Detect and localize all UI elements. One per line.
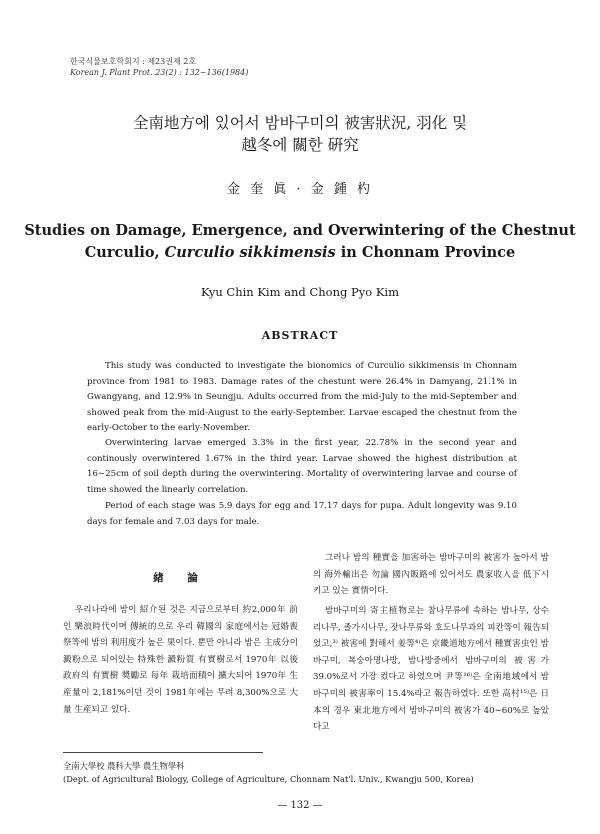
abstract-paragraph-3: Period of each stage was 5.9 days for egg and 17.17 days for pupa. Adult longevity was 9.10 days for female and 7.03 days for male.: [87, 501, 517, 527]
abstract-heading: ABSTRACT: [261, 329, 339, 342]
introduction-right-paragraph-2: 밤바구미의 寄主植物로는 참나무류에 속하는 밤나무, 상수리나무, 졸가시나무, 잣나무류와 호도나무과의 피칸等이 報告되었고,³⁾ 被害에 對해서 姜等⁴⁾은 京畿道地方에서 種實害虫인 밤바구미, 복숭아명나방, 밤나방중에서 밤바구미의 被害가 39.0%로서 가장 컸다고 하였으며 尹等¹⁶⁾은 全南地域에서 밤바구미의 被害率이 15.4%라고 報告하였다. 또한 高村¹⁵⁾은 日本의 경우 東北地方에서 밤바구미의 被害가 40∼60%로 높았다고: [313, 606, 549, 733]
introduction-right-paragraph-1: 그러나 밤의 種實을 加害하는 밤바구미의 被害가 높아서 밤의 海外輸出은 勿論 國內販路에 있어서도 農家收入을 低下시키고 있는 實情이다.: [313, 553, 549, 597]
journal-name-ko: 한국식물보호학회지 : 제23권제 2호: [70, 57, 197, 66]
journal-name-en: Korean J. Plant Prot. 23(2) : 132∼136(1984): [70, 68, 249, 77]
title-english-line2-post: in Chonnam Province: [335, 244, 516, 261]
abstract-paragraph-2: Overwintering larvae emerged 3.3% in the first year, 22.78% in the second year and continously overwintered 1.67% in the third year. Larvae showed the highest distribution at 16∼25cm of soil depth during the overwintering. Mortality of overwintering larvae and course of time showed the linearly correlation.: [87, 438, 517, 495]
authors-korean: 金 奎 眞 · 金 鍾 杓: [227, 182, 373, 197]
journal-citation: [70, 56, 248, 78]
title-english-line2: [0, 242, 600, 264]
footnote-affiliation-en: (Dept. of Agricultural Biology, College of Agriculture, Chonnam Nat'l. Univ., Kwangju 500, Korea): [63, 774, 474, 784]
footnote-divider: [63, 752, 263, 753]
introduction-left-column: 우리나라에 밤이 紹介된 것은 지금으로부터 約2,000年 前인 樂浪時代이며 傳統的으로 우리 韓國의 家庭에서는 冠婚喪祭等에 밤의 利用度가 높은 果이다. 뿐만 아니라 밤은 主成分이 澱粉으로 되어있는 特殊한 澱粉質 有實樹로서 1970年 以後 政府의 有實樹 奬勵로 每年 栽培面積이 擴大되어 1970年 生産量이 2,181%이던 것이 1981年에는 무려 8,300%으로 大量 生産되고 있다.: [63, 605, 298, 715]
title-english-line2-pre: Curculio,: [84, 244, 165, 261]
footnote-affiliation-ko: 全南大學校 農科大學 農生物學科: [63, 761, 185, 771]
page-number: — 132 —: [277, 800, 323, 811]
title-english-species: Curculio sikkimensis: [164, 244, 336, 261]
title-korean-line1: 全南地方에 있어서 밤바구미의 被害狀況, 羽化 및: [132, 114, 468, 132]
title-korean-line2: 越冬에 關한 硏究: [241, 136, 359, 154]
title-english-line1: Studies on Damage, Emergence, and Overwintering of the Chestnut: [24, 222, 576, 239]
introduction-heading: 緖 論: [153, 572, 208, 584]
authors-english: Kyu Chin Kim and Chong Pyo Kim: [200, 285, 399, 299]
abstract-paragraph-1: This study was conducted to investigate the bionomics of Curculio sikkimensis in Chonnam province from 1981 to 1983. Damage rates of the chestunt were 26.4% in Damyang, 21.1% in Gwangyang, and 12.9% in Seungju. Adults occurred from the mid-July to the mid-September and showed peak from the mid-August to the early-September. Larvae escaped the chestnut from the early-October to the early-November.: [87, 361, 517, 433]
